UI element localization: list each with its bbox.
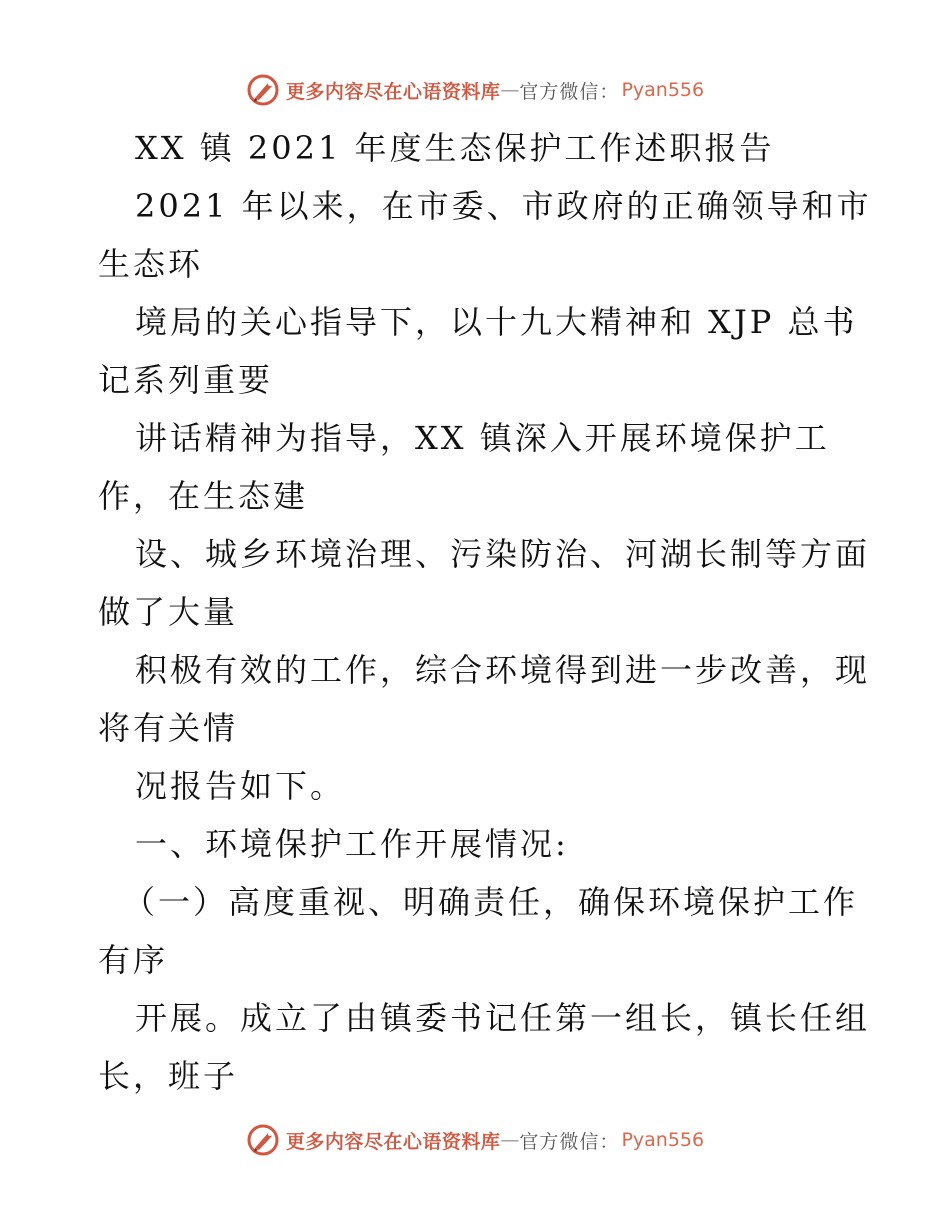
watermark-dash: — [500,79,520,101]
paragraph-line: 作，在生态建 [98,477,309,515]
watermark-banner-bottom [0,1122,950,1158]
watermark-wechat-label: 官方微信： [519,80,620,103]
watermark-wechat-id: Pyan556 [621,79,705,101]
paragraph-line: 有序 [98,941,169,979]
paragraph-line: 况报告如下。 [135,767,346,805]
watermark-text: 更多内容尽在心语资料库 [285,1130,501,1153]
paragraph-line: 讲话精神为指导，XX 镇深入开展环境保护工 [135,419,830,457]
paragraph-line: 2021 年以来，在市委、市政府的正确领导和市 [135,187,872,225]
pen-in-circle-logo-icon [246,73,280,107]
paragraph-line: 将有关情 [98,709,239,747]
watermark-wechat-id: Pyan556 [621,1129,705,1151]
paragraph-line: 开展。成立了由镇委书记任第一组长，镇长任组 [135,999,871,1037]
watermark-wechat-label: 官方微信： [519,1130,620,1153]
section-heading: 一、环境保护工作开展情况: [135,825,569,863]
paragraph-line: 做了大量 [98,593,239,631]
watermark-banner-top [0,72,950,108]
paragraph-line: 长，班子 [98,1057,239,1095]
paragraph-line: 积极有效的工作，综合环境得到进一步改善，现 [135,651,871,689]
paragraph-line: 境局的关心指导下，以十九大精神和 XJP 总书 [135,303,858,341]
paragraph-line: 记系列重要 [98,361,274,399]
document-title: XX 镇 2021 年度生态保护工作述职报告 [135,129,775,167]
paragraph-line: 生态环 [98,245,204,283]
pen-in-circle-logo-icon [246,1123,280,1157]
watermark-dash: — [500,1129,520,1151]
paragraph-line: 设、城乡环境治理、污染防治、河湖长制等方面 [135,535,871,573]
subsection-heading: （一）高度重视、明确责任，确保环境保护工作 [123,883,859,921]
watermark-text: 更多内容尽在心语资料库 [285,80,501,103]
